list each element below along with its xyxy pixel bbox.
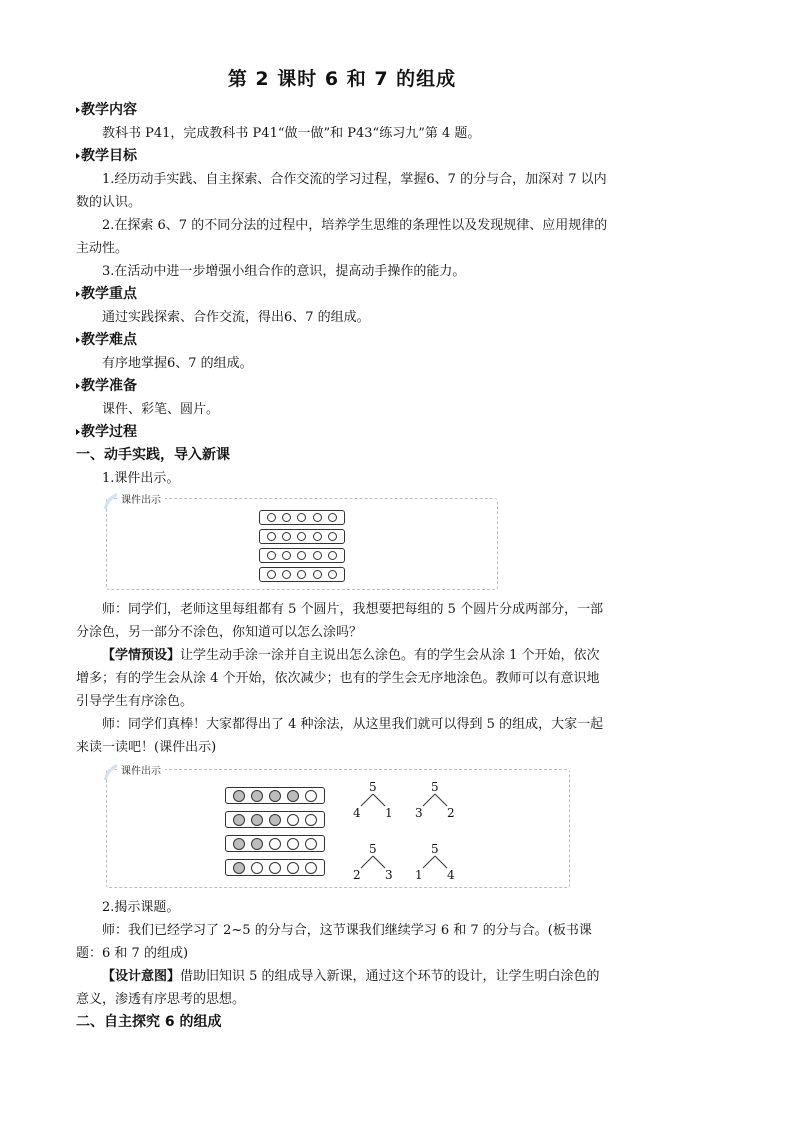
disc xyxy=(267,570,276,579)
disc xyxy=(305,790,317,802)
triangle-bullet-icon xyxy=(76,153,80,159)
disc-shaded xyxy=(251,814,263,826)
design-text: 借助旧知识 5 的组成导入新课，通过这个环节的设计，让学生明白涂色的意义，渗透有序思考的思想。 xyxy=(76,969,600,1007)
heading-text: 教学难点 xyxy=(81,332,137,348)
disc xyxy=(328,551,337,560)
disc xyxy=(328,570,337,579)
composition-tree xyxy=(351,842,395,886)
section-heading-content xyxy=(76,99,608,122)
triangle-bullet-icon xyxy=(76,383,80,389)
step2-text: 2.揭示课题。 xyxy=(102,900,180,915)
triangle-bullet-icon xyxy=(76,291,80,297)
disc xyxy=(313,570,322,579)
content-text: 教科书 P41，完成教科书 P41“做一做”和 P43“练习九”第 4 题。 xyxy=(102,126,481,141)
tree-whole-number: 5 xyxy=(369,780,377,794)
disc-tray xyxy=(225,811,325,828)
lesson-page xyxy=(76,60,608,1034)
teacher-speech-2: 师：同学们真棒！大家都得出了 4 种涂法，从这里我们就可以得到 5 的组成，大家一起来读一读吧！(课件出示) xyxy=(76,717,604,755)
preset-paragraph xyxy=(76,644,608,713)
composition-tree xyxy=(351,780,395,824)
disc xyxy=(297,532,306,541)
heading-text: 教学目标 xyxy=(81,148,137,164)
disc-shaded xyxy=(233,790,245,802)
section-heading-goals xyxy=(76,145,608,168)
disc xyxy=(267,513,276,522)
tree-whole-number: 5 xyxy=(431,780,439,794)
part1-heading: 一、动手实践，导入新课 xyxy=(76,447,230,463)
disc-shaded xyxy=(287,790,299,802)
disc xyxy=(251,862,263,874)
tree-part-right: 2 xyxy=(447,806,455,820)
disc xyxy=(297,513,306,522)
disc xyxy=(305,814,317,826)
tree-part-right: 1 xyxy=(385,806,393,820)
heading-text: 教学重点 xyxy=(81,286,137,302)
disc xyxy=(328,513,337,522)
disc xyxy=(305,862,317,874)
disc xyxy=(269,838,281,850)
disc xyxy=(267,551,276,560)
step1-text: 1.课件出示。 xyxy=(102,471,180,486)
disc-shaded xyxy=(269,814,281,826)
tree-part-left: 3 xyxy=(415,806,423,820)
disc xyxy=(297,570,306,579)
part2-heading: 二、自主探究 6 的组成 xyxy=(76,1014,222,1030)
goal-item-3: 3.在活动中进一步增强小组合作的意识，提高动手操作的能力。 xyxy=(102,264,466,279)
disc-tray xyxy=(259,548,345,563)
triangle-bullet-icon xyxy=(76,107,80,113)
disc xyxy=(313,532,322,541)
disc xyxy=(313,513,322,522)
disc xyxy=(282,532,291,541)
heading-text: 教学准备 xyxy=(81,378,137,394)
teacher-speech-3: 师：我们已经学习了 2~5 的分与合，这节课我们继续学习 6 和 7 的分与合。(板书课题：6 和 7 的组成) xyxy=(76,923,592,961)
tree-part-right: 3 xyxy=(385,868,393,882)
section-heading-process xyxy=(76,421,608,444)
teacher-speech-1: 师：同学们，老师这里每组都有 5 个圆片，我想要把每组的 5 个圆片分成两部分，一部分涂色，另一部分不涂色，你知道可以怎么涂吗？ xyxy=(76,602,604,640)
disc xyxy=(287,838,299,850)
disc xyxy=(305,838,317,850)
composition-tree xyxy=(413,780,457,824)
prep-text: 课件、彩笔、圆片。 xyxy=(102,402,220,417)
triangle-bullet-icon xyxy=(76,429,80,435)
disc-tray xyxy=(225,835,325,852)
disc xyxy=(287,862,299,874)
box-label: 课件出示 xyxy=(117,762,165,777)
disc xyxy=(328,532,337,541)
tree-part-right: 4 xyxy=(447,868,455,882)
disc-shaded xyxy=(233,862,245,874)
disc-tray xyxy=(259,567,345,582)
section-heading-key xyxy=(76,283,608,306)
design-paragraph xyxy=(76,965,608,1011)
design-label: 【设计意图】 xyxy=(102,969,181,984)
heading-text: 教学过程 xyxy=(81,424,137,440)
composition-tree xyxy=(413,842,457,886)
disc-tray xyxy=(259,529,345,544)
disc-shaded xyxy=(233,838,245,850)
box-label: 课件出示 xyxy=(117,491,165,506)
disc xyxy=(313,551,322,560)
section-heading-prep xyxy=(76,375,608,398)
courseware-box-1 xyxy=(106,495,498,590)
disc-shaded xyxy=(233,814,245,826)
disc xyxy=(282,570,291,579)
goal-item-2: 2.在探索 6、7 的不同分法的过程中，培养学生思维的条理性以及发现规律、应用规律的主动性。 xyxy=(76,218,608,256)
preset-text: 让学生动手涂一涂并自主说出怎么涂色。有的学生会从涂 1 个开始，依次增多；有的学生会从涂 4 个开始，依次减少；也有的学生会无序地涂色。教师可以有意识地引导学生有序涂色。 xyxy=(76,648,600,709)
disc xyxy=(297,551,306,560)
preset-label: 【学情预设】 xyxy=(102,648,181,663)
heading-text: 教学内容 xyxy=(81,102,137,118)
courseware-box-2 xyxy=(106,766,570,888)
disc xyxy=(282,513,291,522)
tree-whole-number: 5 xyxy=(369,842,377,856)
page-title: 第 2 课时 6 和 7 的组成 xyxy=(227,68,457,90)
disc-tray xyxy=(259,510,345,525)
difficulty-text: 有序地掌握6、7 的组成。 xyxy=(102,356,253,371)
goal-item-1: 1.经历动手实践、自主探索、合作交流的学习过程，掌握6、7 的分与合，加深对 7 以内数的认识。 xyxy=(76,172,607,210)
disc-shaded xyxy=(269,790,281,802)
disc-shaded xyxy=(251,790,263,802)
disc-shaded xyxy=(251,838,263,850)
tree-part-left: 1 xyxy=(415,868,423,882)
disc-tray xyxy=(225,859,325,876)
tree-part-left: 2 xyxy=(353,868,361,882)
disc xyxy=(269,862,281,874)
disc xyxy=(267,532,276,541)
disc xyxy=(282,551,291,560)
tree-whole-number: 5 xyxy=(431,842,439,856)
key-text: 通过实践探索、合作交流，得出6、7 的组成。 xyxy=(102,310,370,325)
disc xyxy=(287,814,299,826)
section-heading-difficulty xyxy=(76,329,608,352)
triangle-bullet-icon xyxy=(76,337,80,343)
disc-tray xyxy=(225,787,325,804)
tree-part-left: 4 xyxy=(353,806,361,820)
